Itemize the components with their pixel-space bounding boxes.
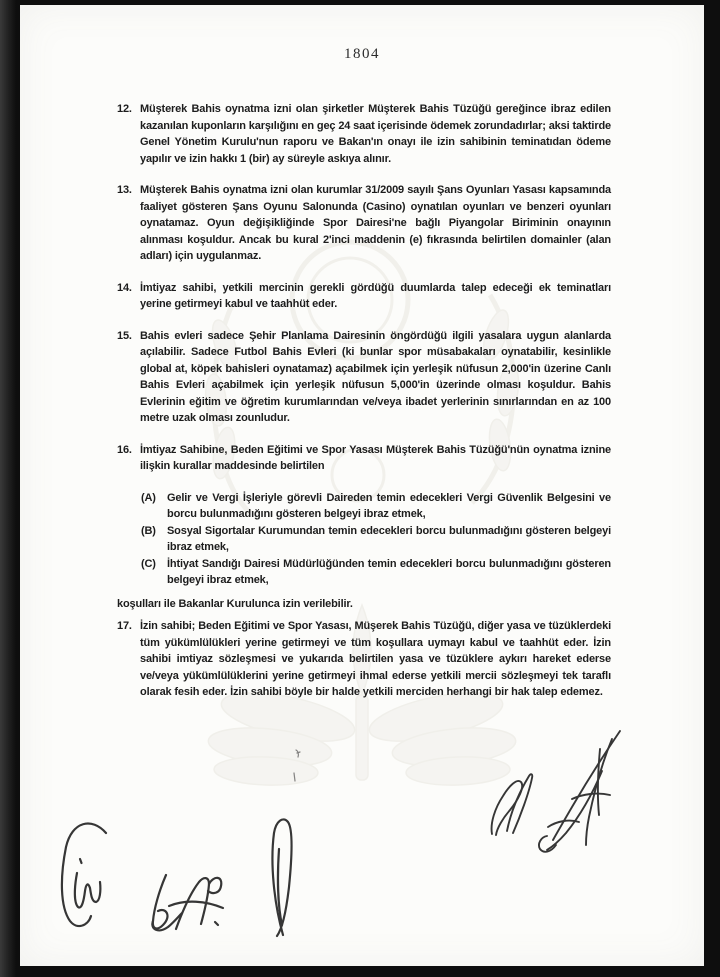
subclause-letter: (A) <box>141 491 156 504</box>
clause-text: Müşterek Bahis oynatma izni olan şirketler Müşterek Bahis Tüzüğü gereğince ibraz edilen kazanılan kuponların karşılığını en geç 24 saat içerisinde ödemek zorundadırlar; aksi taktirde Genel Yönetim Kurulu'nun raporu ve Bakan'ın onayı ile izin sahibinin teminatıdan ödeme yapılır ve izin hakkı 1 (bir) ay süreyle askıya alınır. <box>140 103 611 165</box>
clause-number: 16. <box>117 443 132 456</box>
clause-number: 13. <box>117 184 132 196</box>
clause-number: 12. <box>117 103 132 115</box>
clause-16-closing: koşulları ile Bakanlar Kurulunca izin verilebilir. <box>117 597 353 610</box>
subclause-text: Gelir ve Vergi İşleriyle görevli Daireden temin edecekleri Vergi Güvenlik Belgesini ve borcu bulunmadığını gösteren belgeyi ibraz etmek, <box>167 491 611 520</box>
signature-3 <box>272 819 291 936</box>
subclause-letter: (B) <box>141 524 156 537</box>
clause-number: 15. <box>117 329 132 342</box>
subclause-letter: (C) <box>141 557 156 570</box>
clause-text: İmtiyaz sahibi, yetkili mercinin gerekli gördüğü duumlarda talep edeceği ek teminatları yerine getirmeyi kabul ve taahhüt eder. <box>140 281 611 310</box>
clause-text: İmtiyaz Sahibine, Beden Eğitimi ve Spor Yasası Müşterek Bahis Tüzüğü'nün oynatma iznine ilişkin kurallar maddesinde belirtilen <box>140 443 611 472</box>
clause-text: Müşterek Bahis oynatma izni olan kurumlar 31/2009 sayılı Şans Oyunları Yasası kapsamında faaliyet gösteren Şans Oyunu Salonunda (Casino) oynatılan oyunları ve benzeri oyunları oynatamaz. Oyun değişikliğinde Spor Dairesi'ne bağlı Piyangolar Biriminin onayının alınması koşuldur. Ancak bu kural 2'inci maddenin (e) fıkrasında belirtilen domainler (alan adları) için uygulanmaz. <box>140 184 611 262</box>
signature-4 <box>492 774 533 835</box>
stray-marks <box>294 750 300 781</box>
clause-number: 14. <box>117 281 132 294</box>
clause-number: 17. <box>117 620 132 632</box>
subclause-text: Sosyal Sigortalar Kurumundan temin edecekleri borcu bulunmadığını gösteren belgeyi ibraz etmek, <box>167 524 611 553</box>
signature-1 <box>62 824 106 926</box>
signature-block <box>20 5 704 966</box>
signature-2 <box>152 875 223 930</box>
clause-text: Bahis evleri sadece Şehir Planlama Dairesinin öngördüğü ilgili yasalara uygun alanlarda açılabilir. Sadece Futbol Bahis Evleri (ki bunlar spor müsabakaları oynatabilir, kesinlikle global at, köpek bahisleri oynatamaz) açabilmek için yerleşik nüfusun 2,000'in üzerine Canlı Bahis Evleri açabilmek için yerleşik nüfusun 5,000'in üzerinde olması koşuldur. Bahis Evlerinin eğitim ve öğretim kurumlarından ve/veya ibadet yerlerinin sınırlarından en az 100 metre uzak olması zounludur. <box>140 329 611 424</box>
document-page <box>20 5 704 966</box>
clause-text: İzin sahibi; Beden Eğitimi ve Spor Yasası, Müşerek Bahis Tüzüğü, diğer yasa ve tüzüklerdeki tüm yükümlülükleri yerine getirmeyi ve tüm koşullara uymayı kabul ve taahhüt eder. İzin sahibi imtiyaz sözleşmesi ve yukarıda belirtilen yasa ve tüzüklere aykırı hareket ederse ve/veya yükümlülüklerini yerine getirmeyi ihmal ederse yetkili mercii sözleşmeyi tek taraflı olarak fesih eder. İzin sahibi böyle bir halde yetkili merciden herhangi bir hak talep edemez. <box>140 620 611 698</box>
signature-5 <box>539 731 620 852</box>
subclause-text: İhtiyat Sandığı Dairesi Müdürlüğünden temin edecekleri borcu bulunmadığını gösteren belgeyi ibraz etmek, <box>167 557 611 586</box>
page-number: 1804 <box>344 46 380 62</box>
